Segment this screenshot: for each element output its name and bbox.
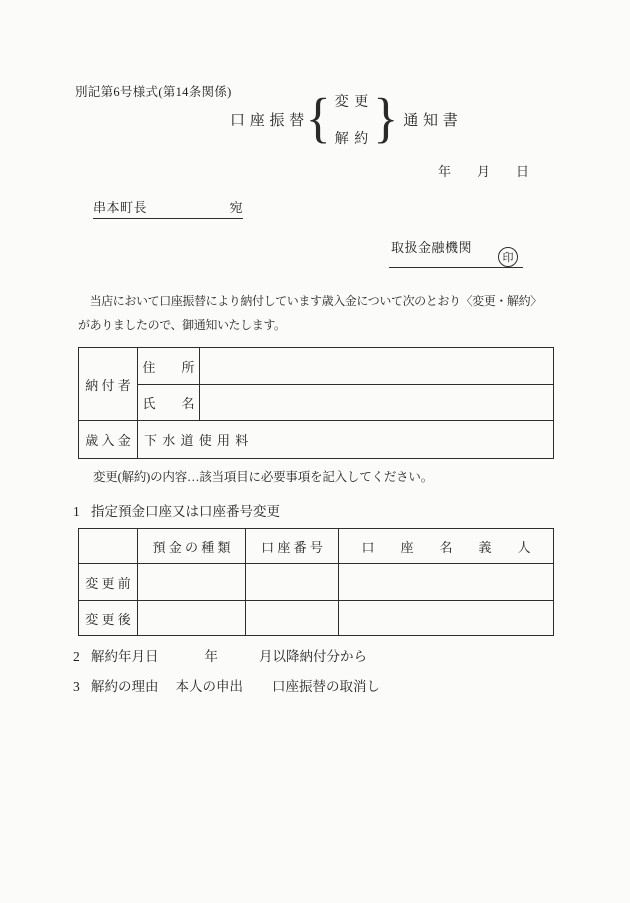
body-line-2: がありましたので、御通知いたします。 [78, 318, 286, 332]
after-account-holder-cell[interactable] [339, 601, 554, 636]
after-account-number-cell[interactable] [246, 601, 339, 636]
date-day-label: 日 [516, 164, 530, 179]
section2-month-text: 月以降納付分から [259, 649, 367, 664]
header-deposit-type-cell: 預 金 の 種 類 [138, 529, 246, 564]
seal-mark: 印 [498, 247, 518, 267]
document-title [230, 88, 458, 150]
revenue-label-cell: 歳 入 金 [79, 421, 138, 459]
change-after-row [79, 601, 554, 636]
title-prefix: 口 座 振 替 [230, 112, 305, 129]
title-option-cancel: 解 約 [334, 131, 370, 147]
instruction-note: 変更(解約)の内容…該当項目に必要事項を記入してください。 [93, 470, 434, 484]
title-options [332, 91, 373, 148]
after-label-cell: 変 更 後 [79, 601, 138, 636]
form-number: 別記第6号様式(第14条関係) [75, 85, 232, 99]
before-account-number-cell[interactable] [246, 564, 339, 601]
body-line-1: 当店において口座振替により納付しています歳入金について次のとおり〈変更・解約〉 [78, 294, 542, 308]
date-line [438, 161, 529, 180]
address-label-cell: 住 所 [138, 348, 200, 385]
section3-reason-cancel: 口座振替の取消し [272, 679, 380, 694]
section2-line [73, 645, 367, 665]
header-account-holder-cell: 口 座 名 義 人 [339, 529, 554, 564]
payer-row-name [79, 385, 554, 421]
section2-number: 2 [73, 649, 80, 664]
title-suffix: 通 知 書 [403, 112, 459, 129]
cancellation-year-blank[interactable] [159, 647, 205, 661]
section1-title: 指定預金口座又は口座番号変更 [91, 504, 280, 519]
payer-table [78, 347, 554, 459]
header-empty-cell [79, 529, 138, 564]
section2-label: 解約年月日 [91, 649, 159, 664]
addressee-name: 串本町長 [93, 200, 148, 215]
payer-row-address [79, 348, 554, 385]
before-label-cell: 変 更 前 [79, 564, 138, 601]
change-before-row [79, 564, 554, 601]
section1-heading [73, 500, 280, 520]
section3-label: 解約の理由 [91, 679, 159, 694]
name-label-cell: 氏 名 [138, 385, 200, 421]
title-option-change: 変 更 [334, 94, 370, 110]
section3-line [73, 675, 380, 695]
date-month-label: 月 [477, 164, 491, 179]
date-year-label: 年 [438, 164, 452, 179]
section3-reason-self: 本人の申出 [175, 679, 243, 694]
addressee-line [93, 197, 243, 219]
change-table-header-row [79, 529, 554, 564]
right-brace: } [373, 88, 399, 149]
section1-number: 1 [73, 504, 80, 519]
section2-year-label: 年 [204, 649, 218, 664]
cancellation-month-blank[interactable] [218, 647, 259, 661]
left-brace: { [305, 88, 331, 149]
financial-institution-label: 取扱金融機関 [391, 240, 473, 255]
revenue-value-cell: 下 水 道 使 用 料 [138, 421, 554, 459]
address-value-cell[interactable] [200, 348, 554, 385]
payer-label-cell: 納 付 者 [79, 348, 138, 421]
before-account-holder-cell[interactable] [339, 564, 554, 601]
before-deposit-type-cell[interactable] [138, 564, 246, 601]
revenue-row [79, 421, 554, 459]
section3-number: 3 [73, 679, 80, 694]
after-deposit-type-cell[interactable] [138, 601, 246, 636]
addressee-suffix: 宛 [229, 200, 243, 215]
account-change-table [78, 528, 554, 636]
body-paragraph [78, 289, 556, 337]
header-account-number-cell: 口 座 番 号 [246, 529, 339, 564]
name-value-cell[interactable] [200, 385, 554, 421]
